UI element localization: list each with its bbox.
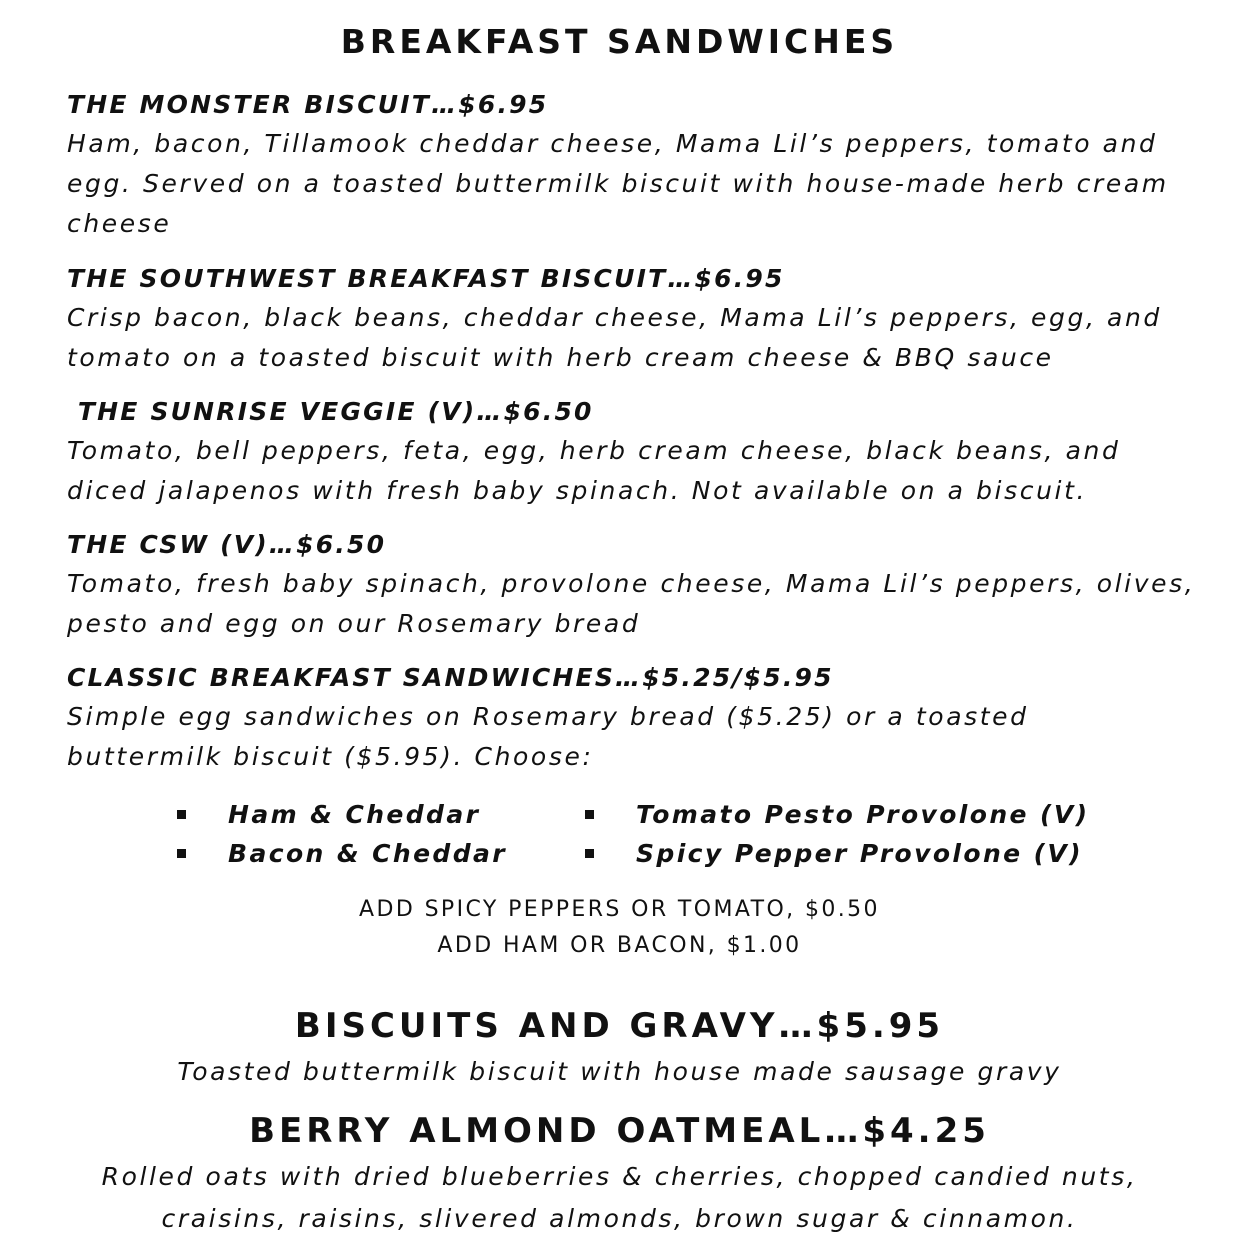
item-description: Crisp bacon, black beans, cheddar cheese, Mama Lil’s peppers, egg, and tomato on a toasted biscuit with herb cream cheese & BBQ sauce xyxy=(67,303,1162,372)
menu-item-southwest-biscuit xyxy=(67,260,1207,378)
option-label: Spicy Pepper Provolone (V) xyxy=(636,839,1084,868)
addon-line: ADD HAM OR BACON, $1.00 xyxy=(437,933,802,958)
item-description: Simple egg sandwiches on Rosemary bread ($5.25) or a toasted buttermilk biscuit ($5.95). Choose: xyxy=(67,702,1029,771)
biscuits-gravy-description: Toasted buttermilk biscuit with house made sausage gravy xyxy=(177,1057,1062,1086)
option-item xyxy=(578,795,1090,834)
biscuits-gravy-title: BISCUITS AND GRAVY…$5.95 xyxy=(294,1006,945,1046)
sandwich-options-list xyxy=(170,795,1110,873)
menu-item-monster-biscuit xyxy=(67,86,1207,244)
oatmeal-description: Rolled oats with dried blueberries & cherries, chopped candied nuts, craisins, raisins, slivered almonds, brown sugar & cinnamon. xyxy=(101,1162,1138,1233)
menu-item-sunrise-veggie xyxy=(67,393,1207,511)
item-title: THE SUNRISE VEGGIE (V)…$6.50 xyxy=(67,397,594,426)
menu-item-classic-sandwiches xyxy=(67,659,1207,777)
bullet-icon xyxy=(177,810,186,819)
bullet-icon xyxy=(177,849,186,858)
oatmeal-title: BERRY ALMOND OATMEAL…$4.25 xyxy=(249,1111,990,1151)
option-label: Tomato Pesto Provolone (V) xyxy=(636,800,1090,829)
item-title: THE CSW (V)…$6.50 xyxy=(67,530,387,559)
option-label: Bacon & Cheddar xyxy=(228,839,508,868)
item-title: THE SOUTHWEST BREAKFAST BISCUIT…$6.95 xyxy=(67,264,785,293)
item-description: Tomato, fresh baby spinach, provolone cheese, Mama Lil’s peppers, olives, pesto and egg on our Rosemary bread xyxy=(67,569,1196,638)
option-item xyxy=(170,834,578,873)
option-item xyxy=(170,795,578,834)
addon-line: ADD SPICY PEPPERS OR TOMATO, $0.50 xyxy=(359,897,880,922)
option-label: Ham & Cheddar xyxy=(228,800,481,829)
item-title: THE MONSTER BISCUIT…$6.95 xyxy=(67,90,549,119)
item-title: CLASSIC BREAKFAST SANDWICHES…$5.25/$5.95 xyxy=(67,663,834,692)
bullet-icon xyxy=(585,849,594,858)
bullet-icon xyxy=(585,810,594,819)
section-title: BREAKFAST SANDWICHES xyxy=(340,22,899,61)
item-description: Tomato, bell peppers, feta, egg, herb cream cheese, black beans, and diced jalapenos with fresh baby spinach. Not available on a biscuit. xyxy=(67,436,1121,505)
menu-item-csw xyxy=(67,526,1207,644)
option-item xyxy=(578,834,1084,873)
item-description: Ham, bacon, Tillamook cheddar cheese, Mama Lil’s peppers, tomato and egg. Served on a toasted buttermilk biscuit with house-made herb cream cheese xyxy=(67,129,1169,238)
